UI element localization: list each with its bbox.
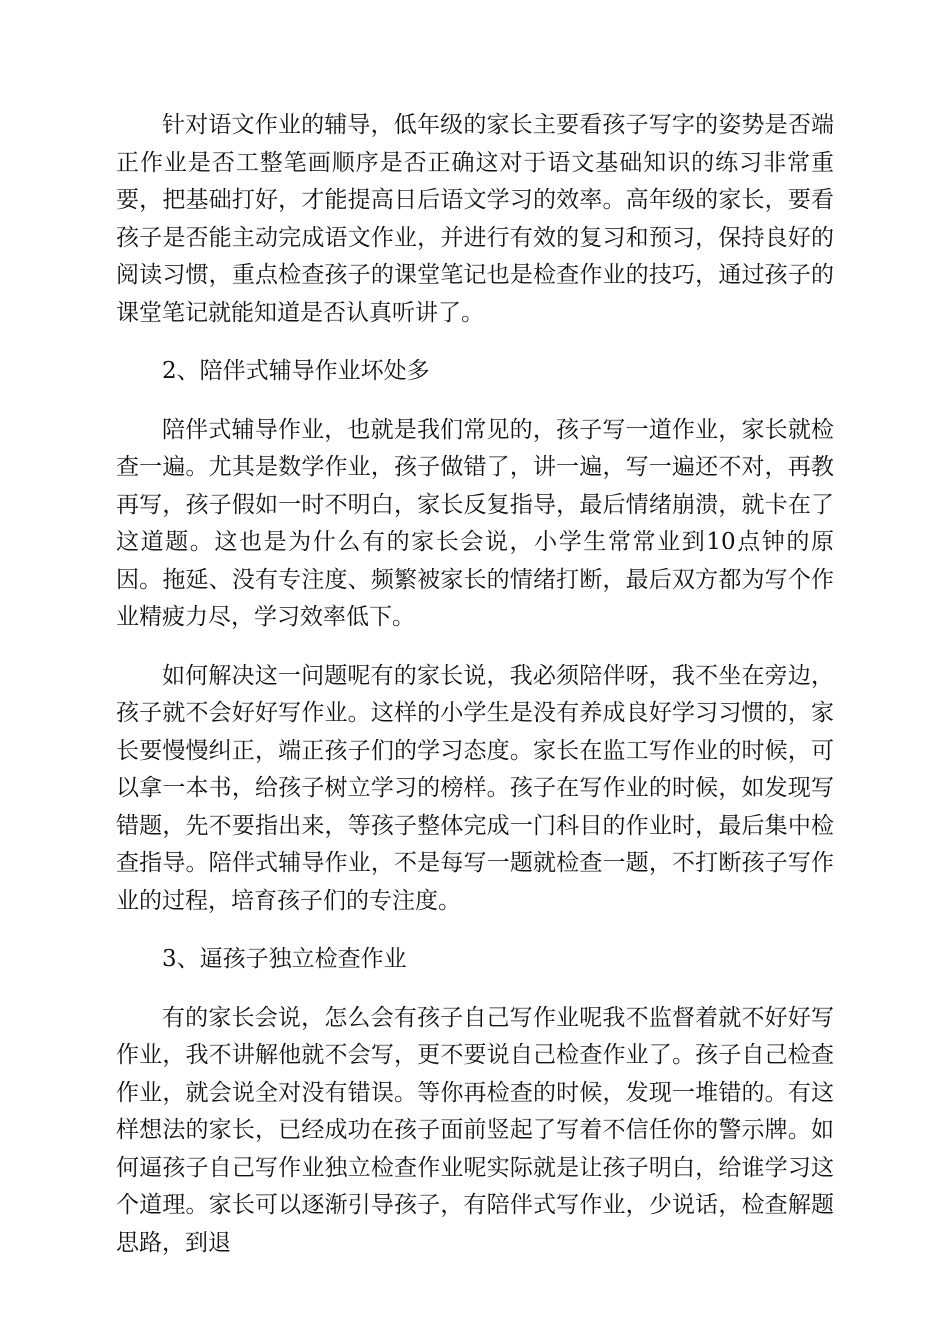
paragraph-independent-check: 有的家长会说，怎么会有孩子自己写作业呢我不监督着就不好好写作业，我不讲解他就不会写，更不要说自己检查作业了。孩子自己检查作业，就会说全对没有错误。等你再检查的时候，发现一堆错的。有这样想法的家长，已经成功在孩子面前竖起了写着不信任你的警示牌。如何逼孩子自己写作业独立检查作业呢实际就是让孩子明白，给谁学习这个道理。家长可以逐渐引导孩子，有陪伴式写作业，少说话，检查解题思路，到退: [116, 1004, 834, 1256]
paragraph-solution: 如何解决这一问题呢有的家长说，我必须陪伴呀，我不坐在旁边，孩子就不会好好写作业。这样的小学生是没有养成良好学习习惯的，家长要慢慢纠正，端正孩子们的学习态度。家长在监工写作业的时候，可以拿一本书，给孩子树立学习的榜样。孩子在写作业的时候，如发现写错题，先不要指出来，等孩子整体完成一门科目的作业时，最后集中检查指导。陪伴式辅导作业，不是每写一题就检查一题，不打断孩子写作业的过程，培育孩子们的专注度。: [116, 662, 834, 914]
section-heading-2: 2、陪伴式辅导作业坏处多: [162, 358, 430, 384]
paragraph-chinese-homework: 针对语文作业的辅导，低年级的家长主要看孩子写字的姿势是否端正作业是否工整笔画顺序是否正确这对于语文基础知识的练习非常重要，把基础打好，才能提高日后语文学习的效率。高年级的家长，要看孩子是否能主动完成语文作业，并进行有效的复习和预习，保持良好的阅读习惯，重点检查孩子的课堂笔记也是检查作业的技巧，通过孩子的课堂笔记就能知道是否认真听讲了。: [116, 112, 834, 326]
paragraph-accompany-tutoring: 陪伴式辅导作业，也就是我们常见的，孩子写一道作业，家长就检查一遍。尤其是数学作业，孩子做错了，讲一遍，写一遍还不对，再教再写，孩子假如一时不明白，家长反复指导，最后情绪崩溃，就卡在了这道题。这也是为什么有的家长会说，小学生常常业到10点钟的原因。拖延、没有专注度、频繁被家长的情绪打断，最后双方都为写个作业精疲力尽，学习效率低下。: [116, 416, 834, 630]
section-heading-3: 3、逼孩子独立检查作业: [162, 946, 407, 972]
document-page: [116, 107, 834, 1283]
